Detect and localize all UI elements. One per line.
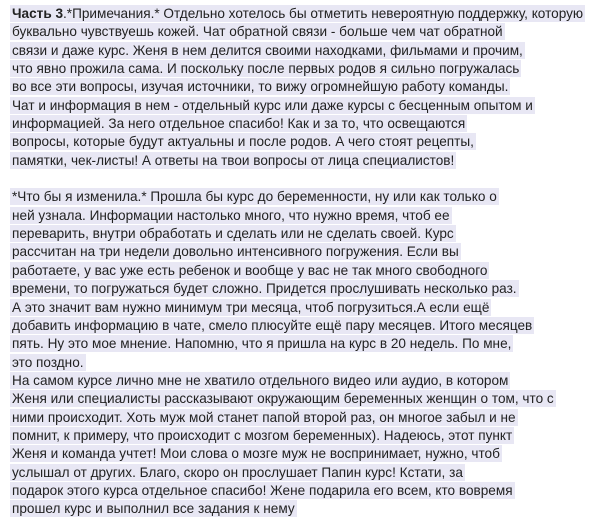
line-text: что явно прожила сама. И поскольку после первых родов я сильно погружалась	[12, 61, 520, 77]
text-line	[10, 132, 608, 150]
text-line	[10, 187, 608, 205]
line-text: Чат и информация в нем - отдельный курс или даже курсы с бесценным опытом и	[12, 97, 533, 113]
line-text: ними происходит. Хоть муж мой станет папой второй раз, он многое забыл и не	[12, 409, 516, 425]
line-text: ней узнала. Информации настолько много, что нужно время, чтоб ее	[12, 207, 450, 223]
paragraph-gap	[10, 169, 608, 187]
line-text: Женя и команда учтет! Мои слова о мозге муж не воспринимает, нужно, чтоб	[12, 446, 500, 462]
text-line	[10, 334, 608, 352]
text-line	[10, 408, 608, 426]
text-line	[10, 316, 608, 334]
line-text: вопросы, которые будут актуальны и после родов. А чего стоят рецепты,	[12, 134, 474, 150]
text-line	[10, 242, 608, 260]
text-line	[10, 114, 608, 132]
line-text: .*Примечания.* Отдельно хотелось бы отметить невероятную поддержку, которую	[63, 6, 584, 21]
text-line	[10, 426, 608, 444]
line-text: *Что бы я изменила.* Прошла бы курс до беременности, ну или как только о	[12, 189, 497, 205]
text-line	[10, 4, 608, 22]
text-line	[10, 353, 608, 371]
line-text: пять. Ну это мое мнение. Напомню, что я пришла на курс в 20 недель. По мне,	[12, 336, 512, 352]
line-text: времени, то погружаться будет сложно. Придется прослушивать несколько раз.	[12, 281, 517, 297]
line-text: прошел курс и выполнил все задания к нему	[12, 501, 295, 517]
text-line	[10, 279, 608, 297]
line-text: подарок этого курса отдельное спасибо! Жене подарила его всем, кто вовремя	[12, 482, 513, 498]
line-text: помнит, к примеру, что происходит с мозгом беременных). Надеюсь, этот пункт	[12, 427, 513, 443]
line-text: добавить информацию в чате, смело плюсуйте ещё пару месяцев. Итого месяцев	[12, 317, 533, 333]
line-text: памятки, чек-листы! А ответы на твои вопросы от лица специалистов!	[12, 152, 455, 168]
text-line	[10, 77, 608, 95]
line-text: услышал от других. Благо, скоро он прослушает Папин курс! Кстати, за	[12, 464, 463, 480]
text-line	[10, 59, 608, 77]
part-label: Часть 3	[12, 6, 64, 21]
text-line	[10, 22, 608, 40]
text-line	[10, 481, 608, 499]
line-text: Женя или специалисты рассказывают окружающим беременных женщин о том, что с	[12, 391, 554, 407]
text-line	[10, 224, 608, 242]
line-text: буквально чувствуешь кожей. Чат обратной связи - больше чем чат обратной	[12, 24, 503, 40]
line-text: рассчитан на три недели довольно интенсивного погружения. Если вы	[12, 244, 459, 260]
text-line	[10, 371, 608, 389]
line-text: связи и даже курс. Женя в нем делится своими находками, фильмами и прочим,	[12, 42, 523, 58]
line-text: работаете, у вас уже есть ребенок и вообще у вас не так много свободного	[12, 262, 488, 278]
text-line	[10, 499, 608, 517]
review-text	[10, 4, 608, 518]
highlighted-line	[10, 5, 585, 22]
text-line	[10, 389, 608, 407]
line-text: информацией. За него отдельное спасибо! Как и за то, что освещаются	[12, 116, 466, 132]
text-line	[10, 463, 608, 481]
line-text: На самом курсе лично мне не хватило отдельного видео или аудио, в котором	[12, 372, 509, 388]
text-line	[10, 444, 608, 462]
text-line	[10, 298, 608, 316]
line-text: это поздно.	[12, 354, 84, 370]
text-line	[10, 96, 608, 114]
text-line	[10, 261, 608, 279]
text-line	[10, 206, 608, 224]
line-text: А это значит вам нужно минимум три месяца, чтоб погрузиться.А если ещё	[12, 299, 490, 315]
text-line	[10, 151, 608, 169]
text-line	[10, 41, 608, 59]
line-text: во все эти вопросы, изучая источники, то вижу огромнейшую работу команды.	[12, 79, 509, 95]
line-text: переварить, внутри обработать и сделать или не сделать своей. Курс	[12, 226, 454, 242]
